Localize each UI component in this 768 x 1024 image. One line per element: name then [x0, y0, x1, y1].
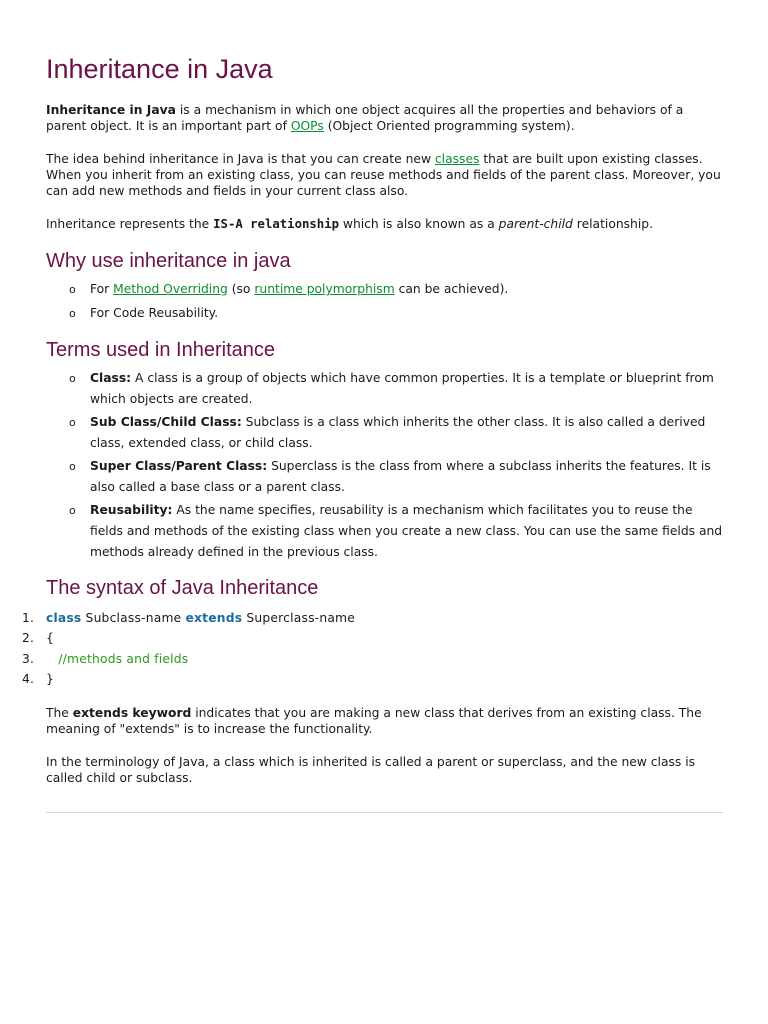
divider — [46, 812, 723, 813]
bullet-icon: o — [69, 283, 76, 296]
idea-paragraph — [46, 151, 724, 199]
term-label: Sub Class/Child Class: — [90, 415, 242, 429]
intro-paragraph — [46, 102, 724, 134]
idea-text-1: The idea behind inheritance in Java is that you can create new — [46, 152, 435, 166]
intro-text-2: (Object Oriented programming system). — [323, 119, 575, 133]
isa-text-2: which is also known as a — [339, 217, 499, 231]
page-title: Inheritance in Java — [46, 54, 273, 84]
code-comment: //methods and fields — [46, 651, 189, 666]
term-description: Superclass is the class from where a subclass inherits the features. It is also called a base class or a parent class. — [90, 459, 711, 494]
syntax-heading: The syntax of Java Inheritance — [46, 577, 319, 599]
bullet-icon: o — [69, 372, 76, 385]
term-label: Class: — [90, 371, 132, 385]
keyword-class: class — [46, 611, 82, 625]
runtime-polymorphism-link[interactable]: runtime polymorphism — [254, 282, 395, 296]
list-item — [69, 412, 724, 454]
line-number: 4. — [22, 671, 35, 686]
extends-paragraph: The extends keyword indicates that you are making a new class that derives from an existing class. The meaning of "extends" is to increase the functionality. — [46, 706, 702, 736]
terminology-paragraph: In the terminology of Java, a class which is inherited is called a parent or superclass, and the new class is called child or subclass. — [46, 755, 696, 785]
isa-bold: IS-A relationship — [213, 217, 339, 231]
idea-text-2: that are built upon existing classes. When you inherit from an existing class, you can reuse methods and fields of the parent class. Moreover, you can add new methods and fields in your current class also. — [46, 152, 721, 198]
list-item — [69, 368, 724, 410]
isa-paragraph — [46, 216, 724, 232]
term-label: Reusability: — [90, 503, 173, 517]
oops-link[interactable]: OOPs — [290, 119, 324, 133]
list-item — [69, 500, 724, 563]
intro-text-1: is a mechanism in which one object acquires all the properties and behaviors of a parent object. It is an important part of — [46, 103, 684, 133]
code-line: 1. class Subclass-name extends Superclass-name — [0, 608, 768, 628]
term-description: Subclass is a class which inherits the other class. It is also called a derived class, extended class, or child class. — [90, 415, 706, 450]
article — [46, 0, 724, 600]
intro-bold: Inheritance in Java — [46, 103, 176, 117]
line-number: 1. — [22, 611, 35, 625]
why-heading: Why use inheritance in java — [46, 250, 291, 272]
bullet-icon: o — [69, 460, 76, 473]
terms-list — [46, 368, 724, 563]
line-number: 3. — [22, 651, 35, 666]
bullet-icon: o — [69, 307, 76, 320]
classes-link[interactable]: classes — [434, 152, 480, 166]
closing-section — [46, 705, 724, 786]
isa-italic: parent-child — [498, 217, 573, 231]
term-description: As the name specifies, reusability is a mechanism which facilitates you to reuse the fields and methods of the existing class when you create a new class. You can use the same fields and methods already defined in the previous class. — [90, 503, 723, 559]
method-overriding-link[interactable]: Method Overriding — [113, 282, 228, 296]
term-description: A class is a group of objects which have common properties. It is a template or blueprint from which objects are created. — [90, 371, 714, 406]
term-label: Super Class/Parent Class: — [90, 459, 268, 473]
code-line: 4. } — [0, 669, 768, 689]
why-list — [46, 279, 724, 324]
isa-text-3: relationship. — [572, 217, 653, 231]
extends-bold: extends keyword — [72, 706, 192, 720]
bullet-icon: o — [69, 416, 76, 429]
code-line: 2. { — [0, 628, 768, 648]
keyword-extends: extends — [185, 611, 243, 625]
list-item: o For Method Overriding (so runtime polymorphism can be achieved). — [90, 279, 724, 300]
isa-text-1: Inheritance represents the — [46, 217, 214, 231]
terms-heading: Terms used in Inheritance — [46, 339, 276, 361]
code-block — [0, 608, 768, 689]
code-line — [0, 649, 768, 669]
line-number: 2. — [22, 631, 35, 646]
list-item: o For Code Reusability. — [90, 303, 724, 324]
bullet-icon: o — [69, 504, 76, 517]
list-item — [69, 456, 724, 498]
